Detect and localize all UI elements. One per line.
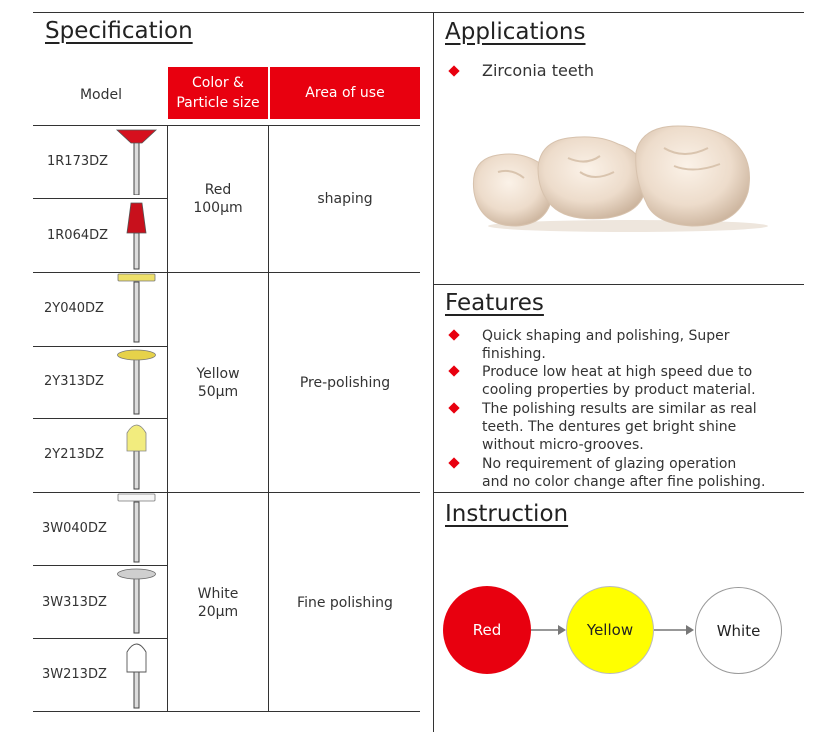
model-name: 3W040DZ xyxy=(42,521,107,536)
group-color: Yellow xyxy=(196,366,240,382)
feature-line: and no color change after fine polishing. xyxy=(482,474,766,491)
model-name: 2Y040DZ xyxy=(44,301,104,316)
white-bullet-tool-icon xyxy=(112,638,162,710)
color-header-line2: Particle size xyxy=(176,95,260,111)
yellow-saucer-tool-icon xyxy=(112,346,162,416)
feature-line: No requirement of glazing operation xyxy=(482,456,737,472)
white-group-label xyxy=(168,585,268,621)
header-bottom-rule xyxy=(33,125,420,126)
feature-item xyxy=(482,400,782,455)
feature-line: without micro-grooves. xyxy=(482,437,644,454)
features-instruction-divider xyxy=(433,492,804,493)
table-bottom-rule xyxy=(33,711,420,712)
yellow-bullet-tool-icon xyxy=(112,419,162,491)
yellow-disc-tool-icon xyxy=(112,272,162,344)
arrow-right-icon xyxy=(531,624,567,636)
group-particle-size: 20µm xyxy=(197,604,239,620)
model-name: 1R064DZ xyxy=(47,228,109,243)
yellow-group-area: Pre-polishing xyxy=(299,375,391,391)
model-name: 2Y213DZ xyxy=(44,447,104,462)
feature-line: The polishing results are similar as real xyxy=(482,401,757,417)
color-size-header xyxy=(168,67,268,119)
bullet-icon xyxy=(448,457,459,468)
center-divider xyxy=(433,12,434,732)
feature-item xyxy=(482,455,782,491)
red-cone-tool-icon xyxy=(112,199,162,271)
feature-line: Produce low heat at high speed due to xyxy=(482,364,753,380)
group-color: White xyxy=(197,586,239,602)
model-name: 1R173DZ xyxy=(47,154,109,169)
red-group-area: shaping xyxy=(317,191,373,207)
white-group-area: Fine polishing xyxy=(297,595,393,611)
red-group-label xyxy=(168,181,268,217)
group-particle-size: 50µm xyxy=(197,384,239,400)
features-title: Features xyxy=(445,290,544,316)
red-wheel-tool-icon xyxy=(112,127,162,195)
group-particle-size: 100µm xyxy=(193,200,243,216)
model-name: 3W213DZ xyxy=(42,667,107,682)
feature-line: finishing. xyxy=(482,346,546,363)
specification-title: Specification xyxy=(45,18,193,44)
area-header: Area of use xyxy=(270,67,420,119)
bullet-icon xyxy=(448,65,459,76)
model-name: 2Y313DZ xyxy=(44,374,104,389)
feature-line: cooling properties by product material. xyxy=(482,382,756,399)
bullet-icon xyxy=(448,402,459,413)
bullet-icon xyxy=(448,365,459,376)
group-rule xyxy=(33,492,420,493)
applications-features-divider xyxy=(433,284,804,285)
yellow-group-label xyxy=(168,365,268,401)
top-rule xyxy=(33,12,804,13)
white-saucer-tool-icon xyxy=(112,565,162,635)
color-header-line1: Color & xyxy=(192,75,244,91)
instruction-title: Instruction xyxy=(445,501,569,527)
step-white-circle: White xyxy=(695,587,782,674)
feature-line: Quick shaping and polishing, Super xyxy=(482,328,730,344)
applications-title: Applications xyxy=(445,19,586,45)
feature-item xyxy=(482,327,782,363)
feature-item xyxy=(482,363,782,399)
model-name: 3W313DZ xyxy=(42,595,107,610)
white-disc-tool-icon xyxy=(112,492,162,564)
zirconia-teeth-image xyxy=(468,122,780,234)
feature-line: teeth. The dentures get bright shine xyxy=(482,419,737,436)
step-yellow-circle: Yellow xyxy=(566,586,654,674)
model-header: Model xyxy=(79,87,123,103)
step-red-circle: Red xyxy=(443,586,531,674)
application-item: Zirconia teeth xyxy=(482,61,595,80)
arrow-right-icon xyxy=(654,624,696,636)
col-divider-2 xyxy=(268,125,269,711)
bullet-icon xyxy=(448,329,459,340)
group-rule xyxy=(33,272,420,273)
group-color: Red xyxy=(204,182,232,198)
